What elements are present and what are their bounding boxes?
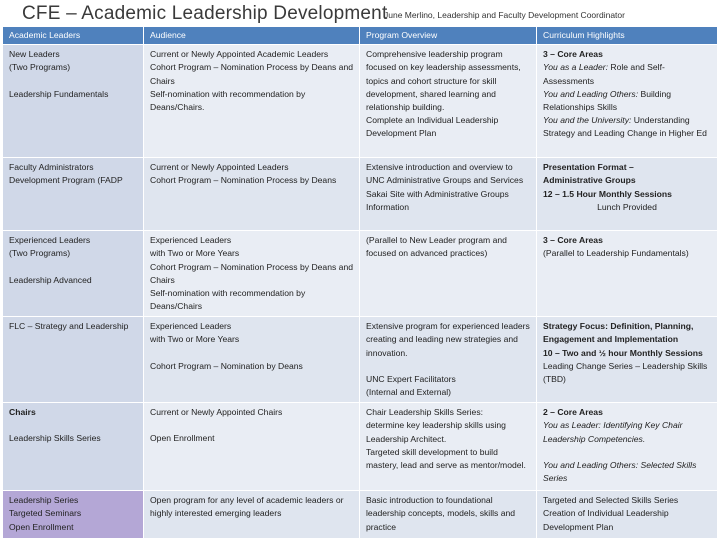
highlights-cell [537,231,718,317]
leader-name: Experienced Leaders [9,235,91,246]
overview-text: Extensive program for experienced leaders creating and leading new strategies and innovation. [366,321,530,358]
audience-text: with Two or More Years [150,248,240,259]
leader-name: Chairs [9,407,36,418]
leader-cell [3,403,144,491]
audience-text: Experienced Leaders [150,321,232,332]
overview-cell [360,317,537,403]
table-row [3,491,718,539]
table-header-row [3,27,718,45]
highlight-text: Leading Change Series – Leadership Skills (TBD) [543,360,708,385]
audience-cell [144,403,360,491]
overview-text: Complete an Individual Leadership Development Plan [366,115,499,139]
leader-note: (Two Programs) [9,62,71,73]
highlight-heading: 3 – Core Areas [543,49,603,60]
overview-cell [360,403,537,491]
overview-cell [360,231,537,317]
table-row [3,45,718,158]
overview-text: (Parallel to New Leader program and focused on advanced practices) [366,235,507,259]
leader-cell [3,231,144,317]
highlights-cell [537,45,718,158]
overview-text: Comprehensive leadership program focused on key leadership assessments, topics and cohort structure for skill development, shared learning and relationship building. [366,49,521,113]
highlight-text: Identifying Key Chair Leadership Competencies. [543,420,683,444]
highlight-label: You and the University: [543,115,632,126]
highlight-text: Targeted and Selected Skills Series [543,495,679,506]
highlight-label: You and Leading Others: [543,459,639,470]
highlight-text: 10 – Two and ½ hour Monthly Sessions [543,347,703,358]
highlight-text: Understanding Strategy and Leading Change in Higher Ed [543,115,707,139]
highlight-text: Lunch Provided [597,201,657,212]
leader-cell [3,158,144,231]
leader-name: New Leaders [9,49,60,60]
audience-text: Cohort Program – Nomination by Deans [150,360,303,371]
audience-text: Open program for any level of academic leaders or highly interested emerging leaders [150,495,344,519]
table-row [3,403,718,491]
highlight-label: You as Leader: [543,420,601,431]
highlight-text: Creation of Individual Leadership Development Plan [543,508,669,532]
leader-note: Targeted Seminars [9,508,82,519]
audience-text: Self-nomination with recommendation by Deans/Chairs [150,288,306,312]
column-header-overview: Program Overview [360,27,537,45]
audience-text: Current or Newly Appointed Leaders [150,162,289,173]
overview-cell [360,158,537,231]
highlights-cell [537,317,718,403]
leader-cell [3,317,144,403]
overview-text: Chair Leadership Skills Series: [366,407,484,418]
highlight-heading: Strategy Focus: Definition, Planning, Engagement and Implementation [543,321,694,345]
table-row [3,158,718,231]
highlight-text: Selected Skills Series [543,459,697,484]
highlight-label: You as a Leader: [543,62,608,73]
leader-name: Faculty Administrators Development Program (FADP [9,162,123,186]
highlights-cell [537,158,718,231]
column-header-audience: Audience [144,27,360,45]
audience-text: Cohort Program – Nomination Process by Deans [150,175,337,186]
highlights-cell [537,491,718,539]
program-table [2,26,718,539]
audience-text: with Two or More Years [150,334,240,345]
leader-name: FLC – Strategy and Leadership [9,321,129,332]
leader-cell [3,45,144,158]
column-header-highlights: Curriculum Highlights [537,27,718,45]
overview-text: Targeted skill development to build mastery, lead and serve as mentor/model. [366,446,526,471]
page-title: CFE – Academic Leadership Development [22,3,388,24]
audience-cell [144,158,360,231]
overview-text: Basic introduction to foundational leadership concepts, models, skills and practice [366,495,516,532]
highlight-heading: 3 – Core Areas [543,235,603,246]
overview-text: determine key leadership skills using Leadership Architect. [366,420,506,444]
table-row [3,231,718,317]
column-header-leaders: Academic Leaders [3,27,144,45]
audience-text: Experienced Leaders [150,235,232,246]
audience-text: Open Enrollment [150,433,215,444]
slide-header [0,0,720,28]
leader-program: Leadership Skills Series [9,433,101,444]
highlight-label: You and Leading Others: [543,88,639,99]
highlight-heading: 2 – Core Areas [543,407,603,418]
leader-note: (Two Programs) [9,248,71,259]
audience-text: Cohort Program – Nomination Process by Deans and Chairs [150,261,354,285]
overview-text: (Internal and External) [366,387,452,398]
leader-program: Leadership Advanced [9,274,92,285]
leader-program: Leadership Fundamentals [9,88,109,99]
audience-text: Current or Newly Appointed Chairs [150,407,283,418]
audience-text: Cohort Program – Nomination Process by Deans and Chairs [150,62,354,86]
leader-cell [3,491,144,539]
highlight-text: (Parallel to Leadership Fundamentals) [543,248,689,259]
highlights-cell [537,403,718,491]
highlight-text: Administrative Groups [543,175,636,186]
audience-cell [144,317,360,403]
overview-text: UNC Expert Facilitators [366,373,456,384]
highlight-text: Building Relationships Skills [543,88,672,113]
audience-cell [144,491,360,539]
audience-text: Self-nomination with recommendation by Deans/Chairs. [150,88,306,113]
overview-cell [360,491,537,539]
audience-cell [144,231,360,317]
highlight-text: Role and Self-Assessments [543,62,665,86]
page-subtitle: June Merlino, Leadership and Faculty Development Coordinator [384,10,625,20]
overview-text: Sakai Site with Administrative Groups Information [366,188,509,212]
table-row [3,317,718,403]
leader-name: Leadership Series [9,495,79,506]
overview-cell [360,45,537,158]
audience-cell [144,45,360,158]
highlight-heading: Presentation Format – [543,162,634,173]
leader-note: Open Enrollment [9,521,74,532]
highlight-text: 12 – 1.5 Hour Monthly Sessions [543,188,672,199]
audience-text: Current or Newly Appointed Academic Leaders [150,49,329,60]
overview-text: Extensive introduction and overview to UNC Administrative Groups and Services [366,162,524,186]
